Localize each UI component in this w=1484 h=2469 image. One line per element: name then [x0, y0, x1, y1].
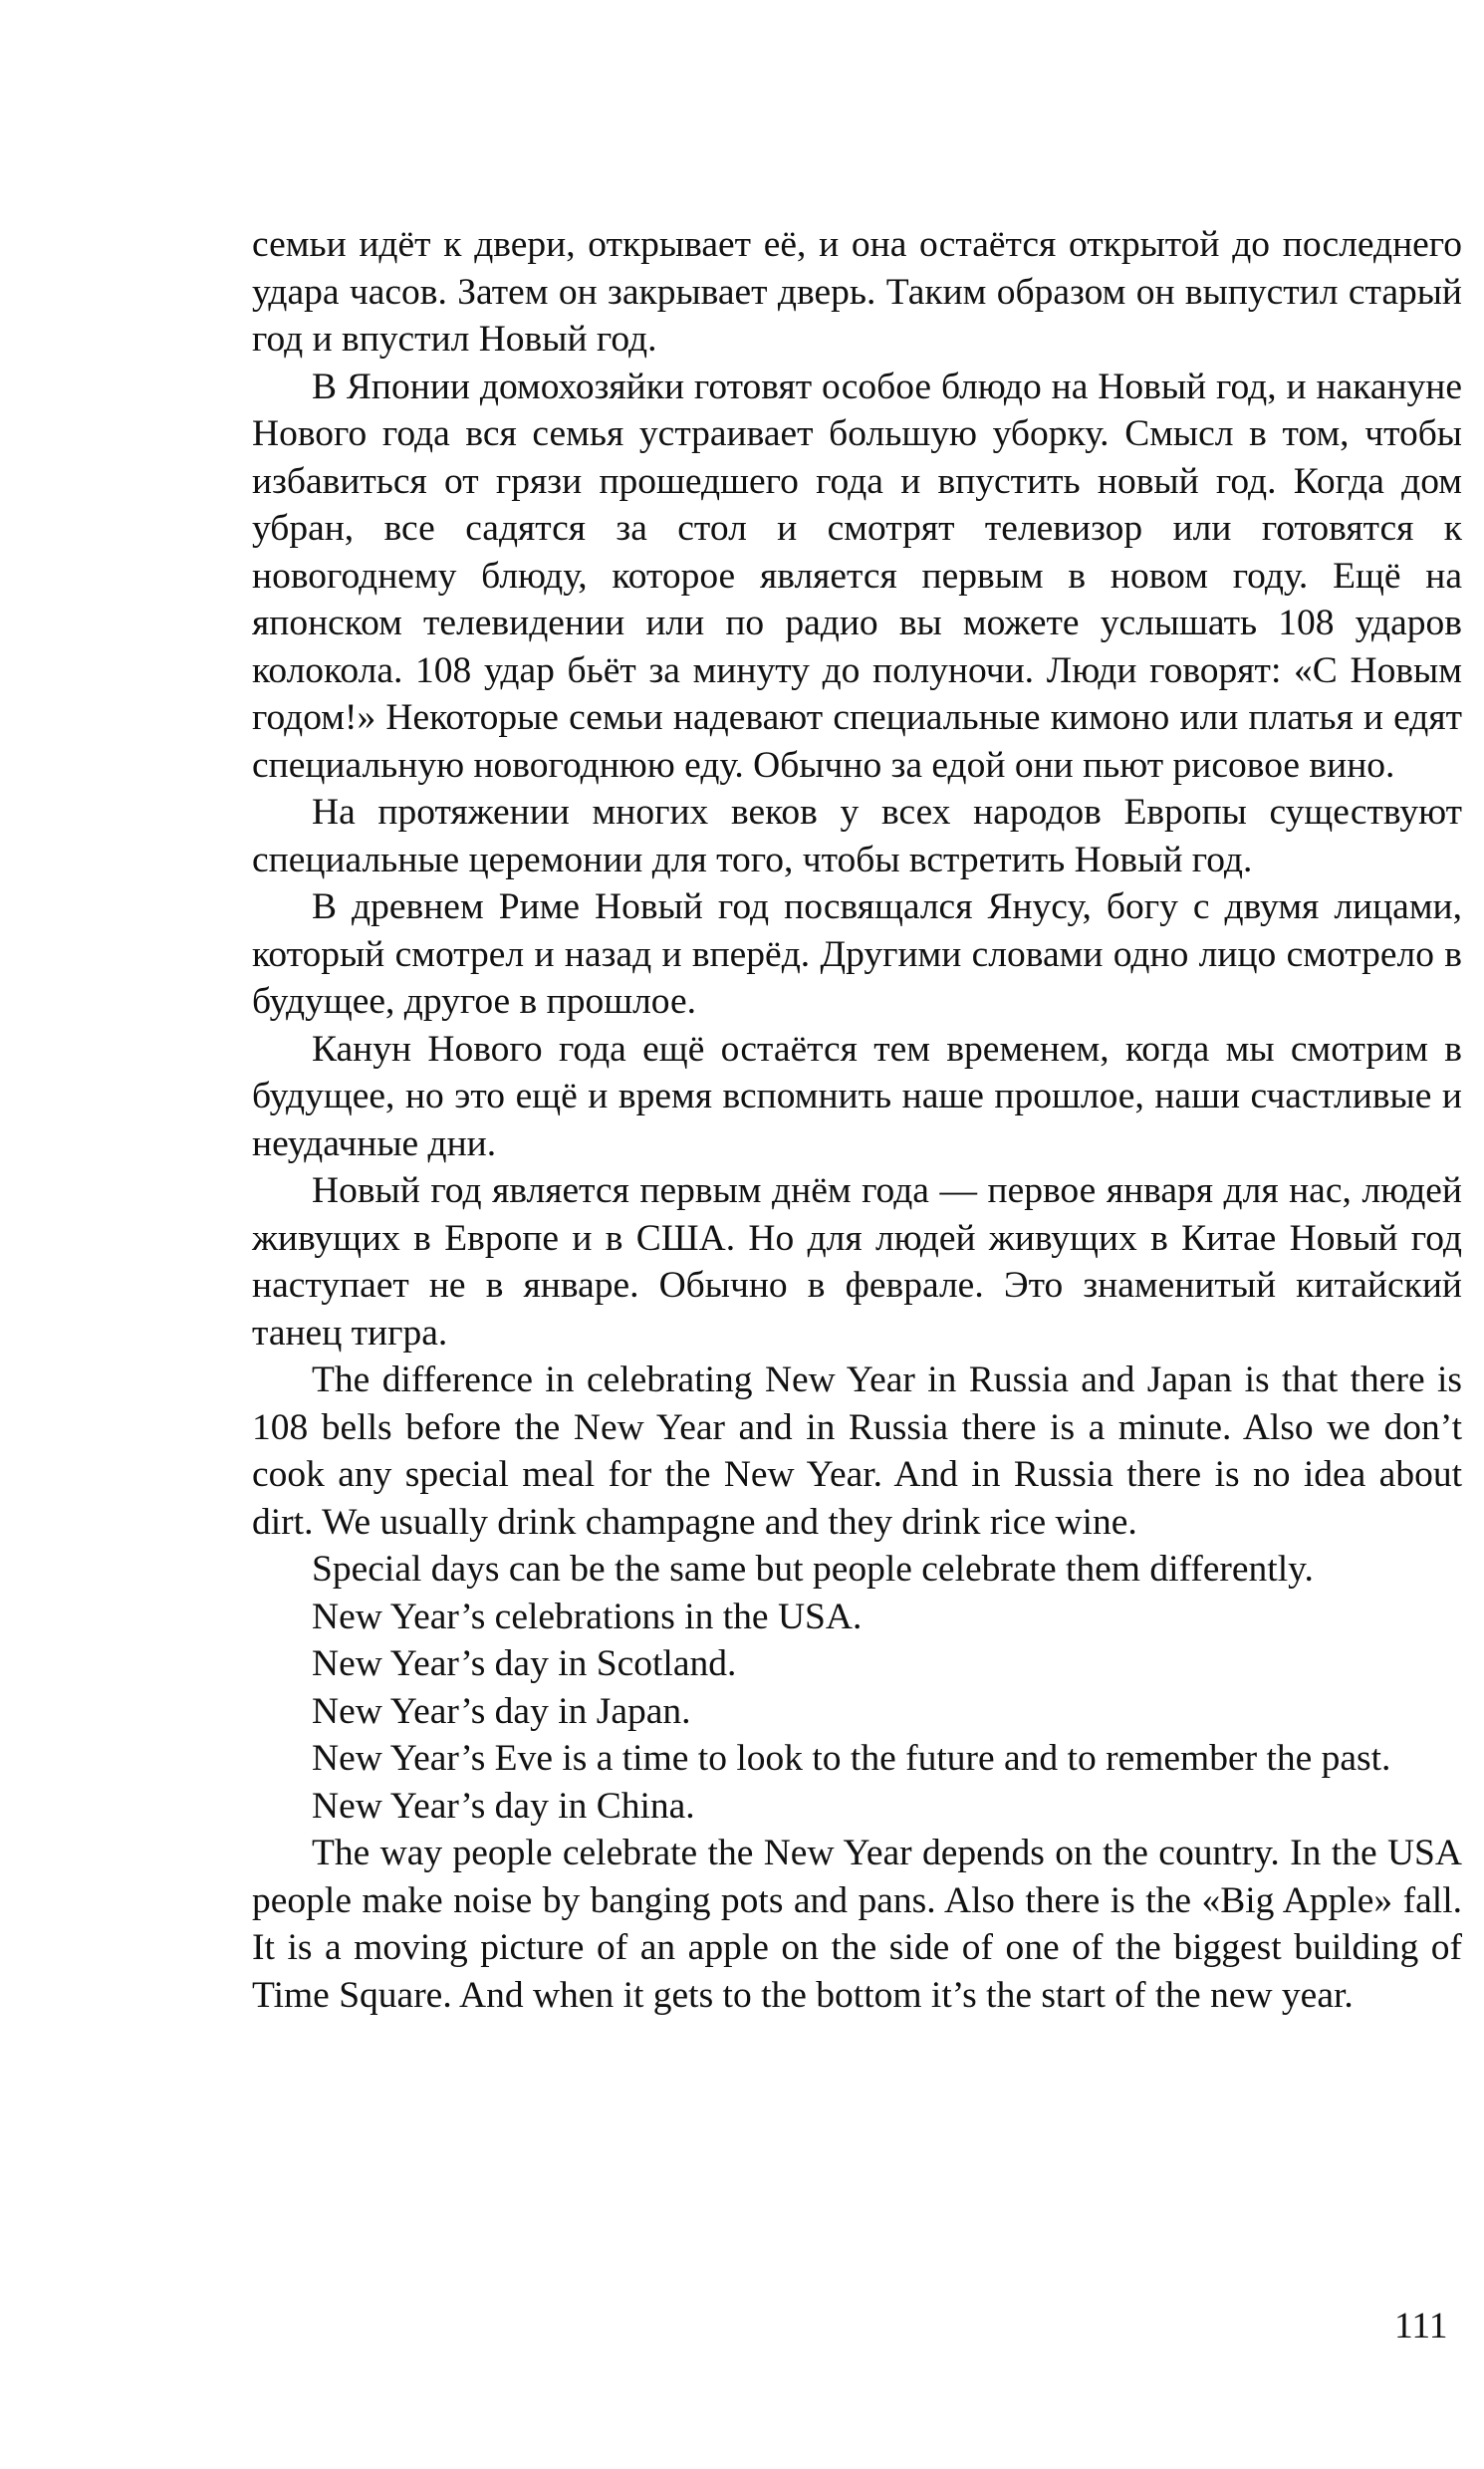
- paragraph-china: New Year’s day in China.: [312, 1785, 695, 1827]
- paragraph-scotland: New Year’s day in Scotland.: [312, 1643, 737, 1684]
- paragraph-ancient-rome-janus: В древнем Риме Новый год посвящался Янусу, богу с двумя лицами, который смотрел и назад и вперёд. Другими словами одно лицо смотрело в будущее, другое в прошлое.: [252, 886, 1462, 1022]
- paragraph-japan-new-year: В Японии домохозяйки готовят особое блюдо на Новый год, и накануне Нового года вся семья устраивает большую уборку. Смысл в том, чтобы избавиться от грязи прошедшего года и впустить новый год. Когда дом убран, все садятся за стол и смотрят телевизор или готовятся к новогоднему блюду, которое является первым в новом году. Ещё на японском телевидении или по радио вы можете услышать 108 ударов колокола. 108 удар бьёт за минуту до полуночи. Люди говорят: «С Новым годом!» Некоторые семьи надевают специальные кимоно или платья и едят специальную новогоднюю еду. Обычно за едой они пьют рисовое вино.: [252, 366, 1462, 786]
- paragraph-japan: New Year’s day in Japan.: [312, 1690, 691, 1732]
- paragraph-europe-ceremonies: На протяжении многих веков у всех народов Европы существуют специальные церемонии для того, чтобы встретить Новый год.: [252, 792, 1462, 880]
- paragraph-special-days: Special days can be the same but people celebrate them differently.: [312, 1549, 1314, 1590]
- page-number: 111: [1394, 2306, 1448, 2346]
- paragraph-eve-future: New Year’s Eve is a time to look to the future and to remember the past.: [312, 1738, 1391, 1779]
- paragraph-continuation: семьи идёт к двери, открывает её, и она остаётся открытой до последнего удара часов. Затем он закрывает дверь. Таким образом он выпустил старый год и впустил Новый год.: [252, 224, 1462, 360]
- paragraph-usa-celebrations: New Year’s celebrations in the USA.: [312, 1596, 863, 1637]
- paragraph-russia-japan-difference: The difference in celebrating New Year in Russia and Japan is that there is 108 bells before the New Year and in Russia there is a minute. Also we don’t cook any special meal for the New Year. And in Russia there is no idea about dirt. We usually drink champagne and they drink rice wine.: [252, 1359, 1462, 1543]
- paragraph-big-apple: The way people celebrate the New Year depends on the country. In the USA people make noise by banging pots and pans. Also there is the «Big Apple» fall. It is a moving picture of an apple on the side of one of the biggest building of Time Square. And when it gets to the bottom it’s the start of the new year.: [252, 1833, 1462, 2016]
- paragraph-china-new-year: Новый год является первым днём года — первое января для нас, людей живущих в Европе и в США. Но для людей живущих в Китае Новый год наступает не в январе. Обычно в феврале. Это знаменитый китайский танец тигра.: [252, 1170, 1462, 1354]
- page-body: [252, 221, 1462, 2019]
- paragraph-new-year-eve: Канун Нового года ещё остаётся тем временем, когда мы смотрим в будущее, но это ещё и время вспомнить наше прошлое, наши счастливые и неудачные дни.: [252, 1028, 1462, 1164]
